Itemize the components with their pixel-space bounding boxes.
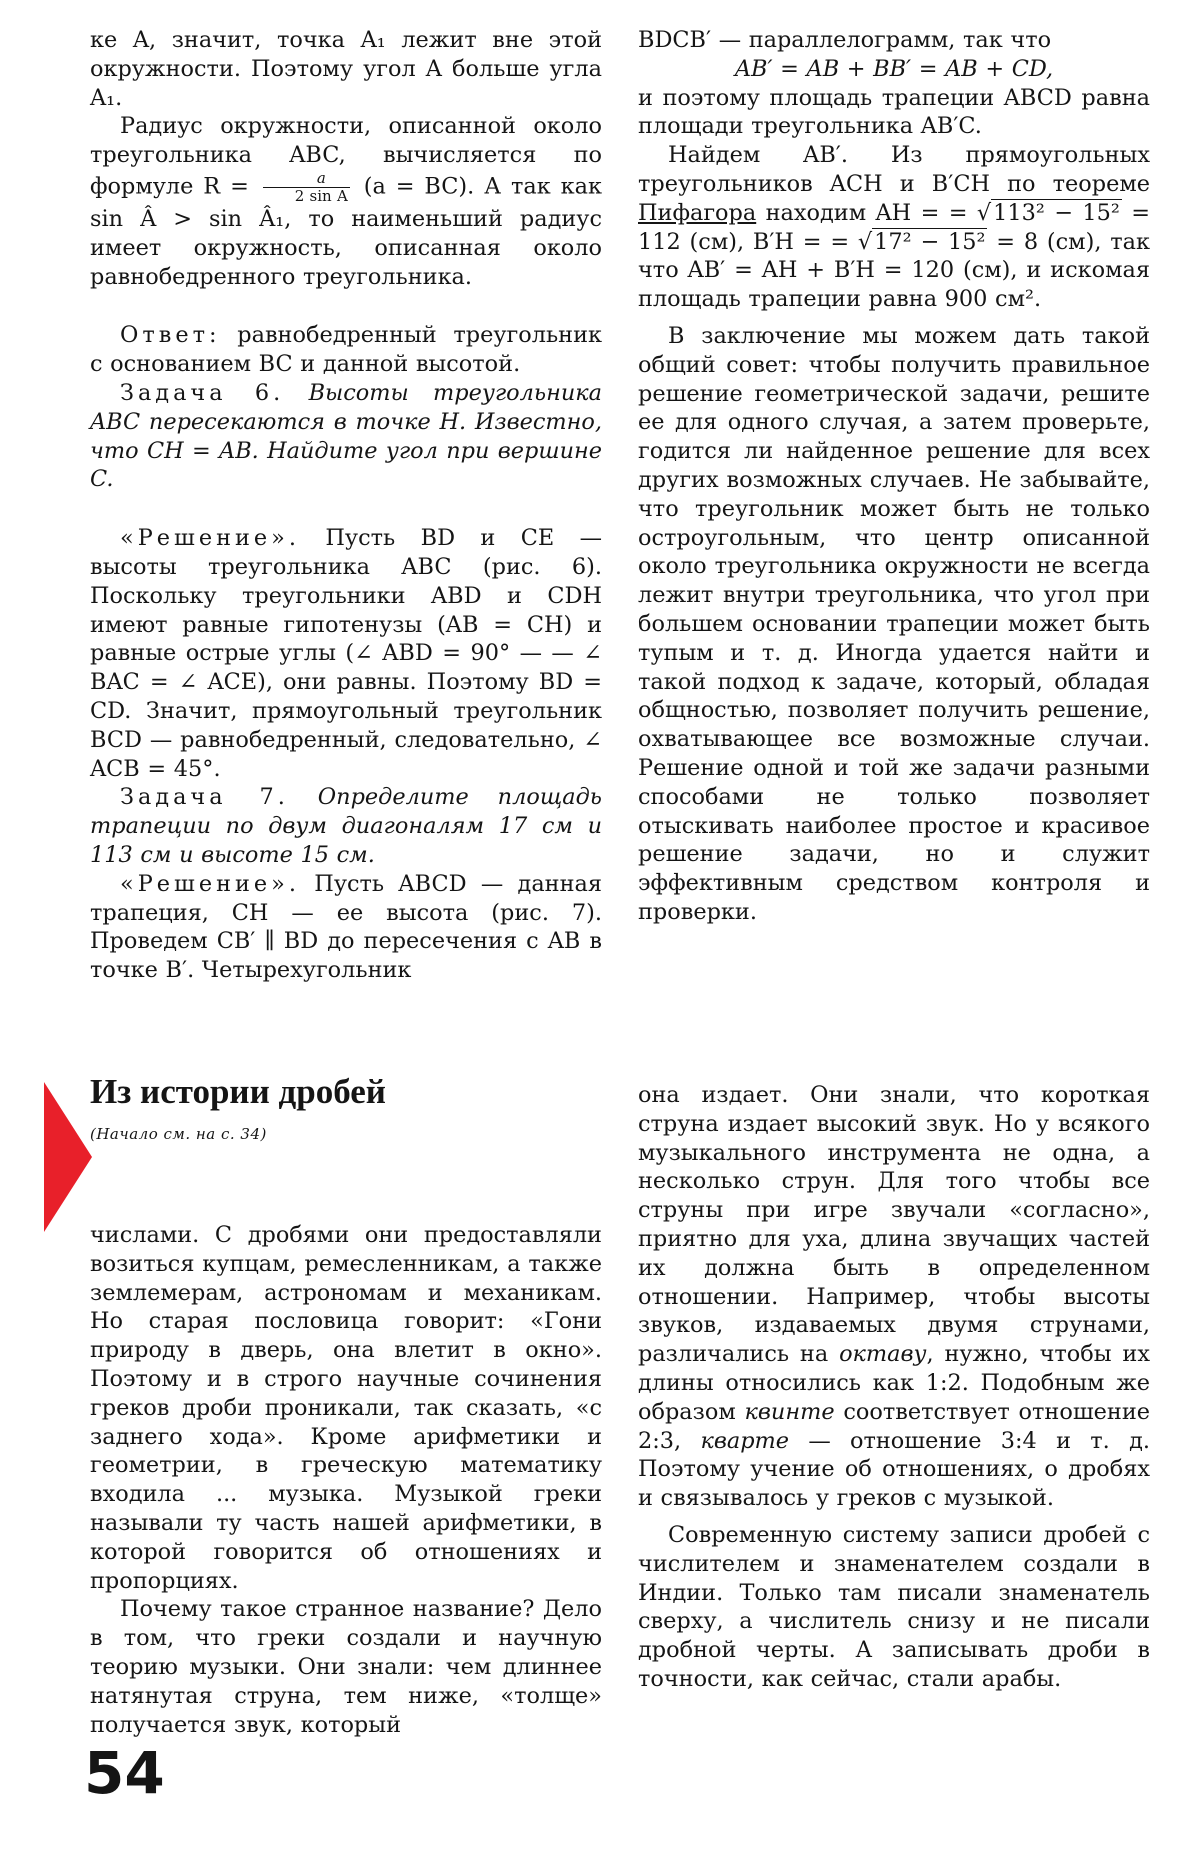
column-1 — [90, 26, 602, 985]
red-triangle-marker — [44, 1082, 92, 1232]
solution-6: «Решение». Пусть BD и CE — высоты треугольника ABC (рис. 6). Поскольку треугольники ABD и CDH имеют равные гипотенузы (AB = CH) и равные острые углы (∠ ABD = 90° — — ∠ BAC = ∠ ACE), они равны. Поэтому BD = CD. Значит, прямоугольный треугольник BCD — равнобедренный, следовательно, ∠ ACB = 45°. — [90, 525, 602, 782]
paragraph-radius: Радиус окружности, описанной около треугольника ABC, вычисляется по формуле R = $\frac{a}{\text{2 sin A}}$ (a = BC). А так как sin Â > sin Â₁, то наименьший радиус имеет окружность, описанная около равнобедренного треугольника. — [90, 113, 602, 290]
equation: AB′ = AB + BB′ = AB + CD, — [734, 55, 1054, 82]
paragraph-music: она издает. Они знали, что короткая струна издает высокий звук. Но у всякого музыкального инструмента не одна, а несколько струн. Для того чтобы все струны при игре звучали «согласно», приятно для уха, длина звучащих частей их должна быть в определенном отношении. Например, чтобы высоты звуков, издаваемых двумя струнами, различались на октаву, нужно, чтобы их длины относились как 1:2. Подобным же образом квинте соответствует отношение 2:3, кварте — отношение 3:4 и т. д. Поэтому учение об отношениях, о дробях и связывалось у греков с музыкой. — [638, 1082, 1150, 1512]
solution-7: «Решение». Пусть ABCD — данная трапеция, CH — ее высота (рис. 7). Проведем CB′ ∥ BD до пересечения с AB в точке B′. Четырехугольник — [90, 870, 602, 984]
task-6: Задача 6. Высоты треугольника ABC пересекаются в точке H. Известно, что CH = AB. Найдите угол при вершине C. — [90, 379, 602, 493]
answer-paragraph: Ответ: равнобедренный треугольник с основанием BC и данной высотой. — [90, 322, 602, 378]
formula-fraction: $\frac{a}{\text{2 sin A}}$ — [263, 170, 350, 205]
pythagoras-term: Пифагора — [638, 199, 757, 226]
paragraph-pythagoras: Найдем AB′. Из прямоугольных треугольников ACH и B′CH по теореме Пифагора находим AH = = √113² − 15² = 112 (см), B′H = = √17² − 15² = 8 (см), так что AB′ = AH + B′H = 120 (см), и искомая площадь трапеции равна 900 см². — [638, 142, 1150, 313]
paragraph: BDCB′ — параллелограмм, так что — [638, 27, 1052, 53]
sqrt-expression: 17² − 15² — [874, 228, 986, 255]
column-3 — [90, 1221, 602, 1739]
column-4 — [638, 1081, 1150, 1694]
conclusion-paragraph: В заключение мы можем дать такой общий совет: чтобы получить правильное решение геометрической задачи, решите ее для одного случая, а затем проверьте, годится ли найденное решение для всех других возможных случаев. Не забывайте, что треугольник может быть не только остроугольным, что центр описанной около треугольника окружности не всегда лежит внутри треугольника, что угол при большем основании трапеции может быть тупым и т. д. Иногда удается найти и такой подход к задаче, который, обладая общностью, позволяет получить решение, охватывающее все возможные случаи. Решение одной и той же задачи разными способами не только позволяет отыскивать наиболее простое и красивое решение задачи, но и служит эффективным средством контроля и проверки. — [638, 322, 1150, 925]
page-number: 54 — [84, 1739, 165, 1807]
article-title: Из истории дробей — [90, 1072, 386, 1111]
paragraph: числами. С дробями они предоставляли возиться купцам, ремесленникам, а также землемерам, астрономам и механикам. Но старая пословица говорит: «Гони природу в дверь, она влетит в окно». Поэтому и в строго научные сочинения греков дроби проникали, так сказать, «с заднего хода». Кроме арифметики и геометрии, в греческую математику входила ... музыка. Музыкой греки называли ту часть нашей арифметики, в которой говорится об отношениях и пропорциях. — [90, 1222, 602, 1594]
paragraph: и поэтому площадь трапеции ABCD равна площади треугольника AB′C. — [638, 84, 1150, 140]
column-2 — [638, 26, 1150, 927]
paragraph: Современную систему записи дробей с числителем и знаменателем создали в Индии. Только там писали знаменатель сверху, а числитель снизу и не писали дробной черты. А записывать дроби в точности, как сейчас, стали арабы. — [638, 1521, 1150, 1692]
continuation-note: (Начало см. на с. 34) — [90, 1125, 267, 1143]
sqrt-expression: 113² − 15² — [993, 199, 1120, 226]
paragraph: Почему такое странное название? Дело в том, что греки создали и научную теорию музыки. Они знали: чем длиннее натянутая струна, тем ниже, «толще» получается звук, который — [90, 1596, 602, 1738]
paragraph: ке A, значит, точка A₁ лежит вне этой окружности. Поэтому угол A больше угла A₁. — [90, 27, 602, 111]
task-7: Задача 7. Определите площадь трапеции по двум диагоналям 17 см и 113 см и высоте 15 см. — [90, 784, 602, 868]
